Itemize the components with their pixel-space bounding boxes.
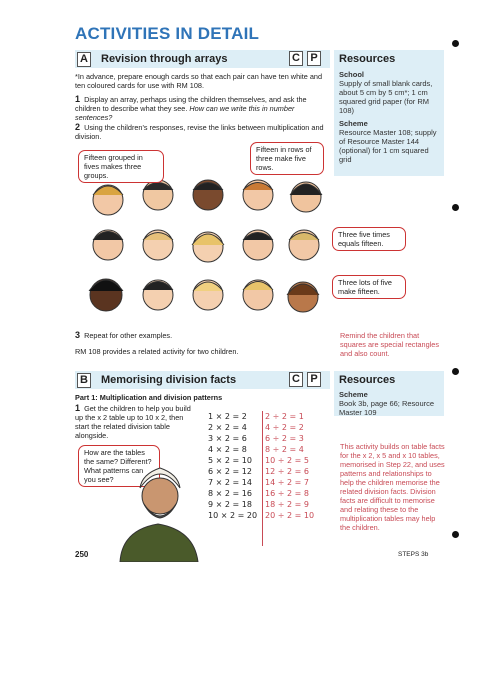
step-text: Display an array, perhaps using the children themselves, and ask the children to describe what they see. <box>75 95 307 113</box>
scheme-text: Resource Master 108; supply of Resource Master 144 (optional) for 1 cm squared grid <box>339 128 437 164</box>
multiplication-fact: 2 × 2 = 4 <box>208 423 247 432</box>
multiplication-fact: 3 × 2 = 6 <box>208 434 247 443</box>
pair-badge: P <box>307 51 321 66</box>
step-number: 1 <box>75 94 81 104</box>
division-fact: 18 ÷ 2 = 9 <box>265 500 309 509</box>
pair-badge: P <box>307 372 321 387</box>
division-fact: 4 ÷ 2 = 2 <box>265 423 304 432</box>
class-badge: C <box>289 51 303 66</box>
division-fact: 16 ÷ 2 = 8 <box>265 489 309 498</box>
section-letter: B <box>77 373 91 388</box>
step-2 <box>75 123 330 141</box>
punch-hole <box>452 40 459 47</box>
step-1-b <box>75 404 191 440</box>
class-badge: C <box>289 372 303 387</box>
division-fact: 14 ÷ 2 = 7 <box>265 478 309 487</box>
scheme-label: Scheme <box>339 390 368 399</box>
multiplication-fact: 8 × 2 = 16 <box>208 489 252 498</box>
division-fact: 8 ÷ 2 = 4 <box>265 445 304 454</box>
section-a-header <box>75 50 330 68</box>
step-text: Repeat for other examples. <box>84 331 173 340</box>
teacher-illustration <box>112 454 206 562</box>
step-3 <box>75 331 330 340</box>
speech-bubble-lots: Three lots of five make fifteen. <box>332 275 406 299</box>
division-fact: 12 ÷ 2 = 6 <box>265 467 309 476</box>
division-table <box>265 411 321 521</box>
multiplication-fact: 6 × 2 = 12 <box>208 467 252 476</box>
section-title: Memorising division facts <box>101 374 237 386</box>
punch-hole <box>452 531 459 538</box>
section-letter: A <box>77 52 91 67</box>
section-title: Revision through arrays <box>101 53 228 65</box>
step-text: Get the children to help you build up the x 2 table up to 10 x 2, then start the related division table alongside. <box>75 404 191 440</box>
resources-panel-a <box>334 50 444 176</box>
resources-panel-b <box>334 371 444 416</box>
section-b-header <box>75 371 330 389</box>
part-title: Part 1: Multiplication and division patterns <box>75 393 223 402</box>
speech-bubble-rows: Fifteen in rows of three make five rows. <box>250 142 324 175</box>
page-number: 250 <box>75 550 89 559</box>
scheme-label: Scheme <box>339 119 368 128</box>
step-1 <box>75 95 330 122</box>
multiplication-table <box>208 411 260 521</box>
punch-hole <box>452 204 459 211</box>
step-number: 1 <box>75 403 81 413</box>
multiplication-fact: 5 × 2 = 10 <box>208 456 252 465</box>
division-fact: 2 ÷ 2 = 1 <box>265 412 304 421</box>
school-text: Supply of small blank cards, about 5 cm by 5 cm*; 1 cm squared grid paper (for RM 108) <box>339 79 433 115</box>
school-label: School <box>339 70 365 79</box>
table-divider <box>262 411 263 546</box>
resources-heading: Resources <box>339 53 396 65</box>
footer-label: STEPS 3b <box>398 551 429 558</box>
rm-note: RM 108 provides a related activity for two children. <box>75 347 239 356</box>
multiplication-fact: 1 × 2 = 2 <box>208 412 247 421</box>
step-number: 3 <box>75 330 81 340</box>
teacher-note-a: Remind the children that squares are special rectangles and also count. <box>340 331 439 358</box>
face-row-1 <box>93 180 322 215</box>
division-fact: 20 ÷ 2 = 10 <box>265 511 315 520</box>
speech-bubble-times: Three five times equals fifteen. <box>332 227 406 251</box>
division-fact: 10 ÷ 2 = 5 <box>265 456 309 465</box>
page-title: ACTIVITIES IN DETAIL <box>75 24 260 43</box>
multiplication-fact: 7 × 2 = 14 <box>208 478 252 487</box>
punch-hole <box>452 368 459 375</box>
speech-bubble-question: How are the tables the same? Different? What patterns can you see? <box>78 445 160 487</box>
step-question: How can we write this in number sentences? <box>75 104 295 122</box>
speech-bubble-groups: Fifteen grouped in fives makes three groups. <box>78 150 164 183</box>
face-row-2 <box>93 230 319 262</box>
face-row-3 <box>89 279 319 312</box>
multiplication-fact: 4 × 2 = 8 <box>208 445 247 454</box>
resources-heading: Resources <box>339 374 396 386</box>
multiplication-fact: 9 × 2 = 18 <box>208 500 252 509</box>
step-text: Using the children's responses, revise the links between multiplication and division. <box>75 123 324 141</box>
multiplication-fact: 10 × 2 = 20 <box>208 511 258 520</box>
division-fact: 6 ÷ 2 = 3 <box>265 434 304 443</box>
scheme-text: Book 3b, page 66; Resource Master 109 <box>339 399 435 417</box>
teacher-note-b: This activity builds on table facts for the x 2, x 5 and x 10 tables, memorised in Step 22, and uses patterns and relationships to help the children memorise the related division facts. Division facts are difficult to memorise and relating these to the multiplication tables may help the children. <box>340 442 445 532</box>
step-number: 2 <box>75 122 81 132</box>
intro-text: *In advance, prepare enough cards so that each pair can have ten white and ten coloured cards for use with RM 108. <box>75 72 323 90</box>
